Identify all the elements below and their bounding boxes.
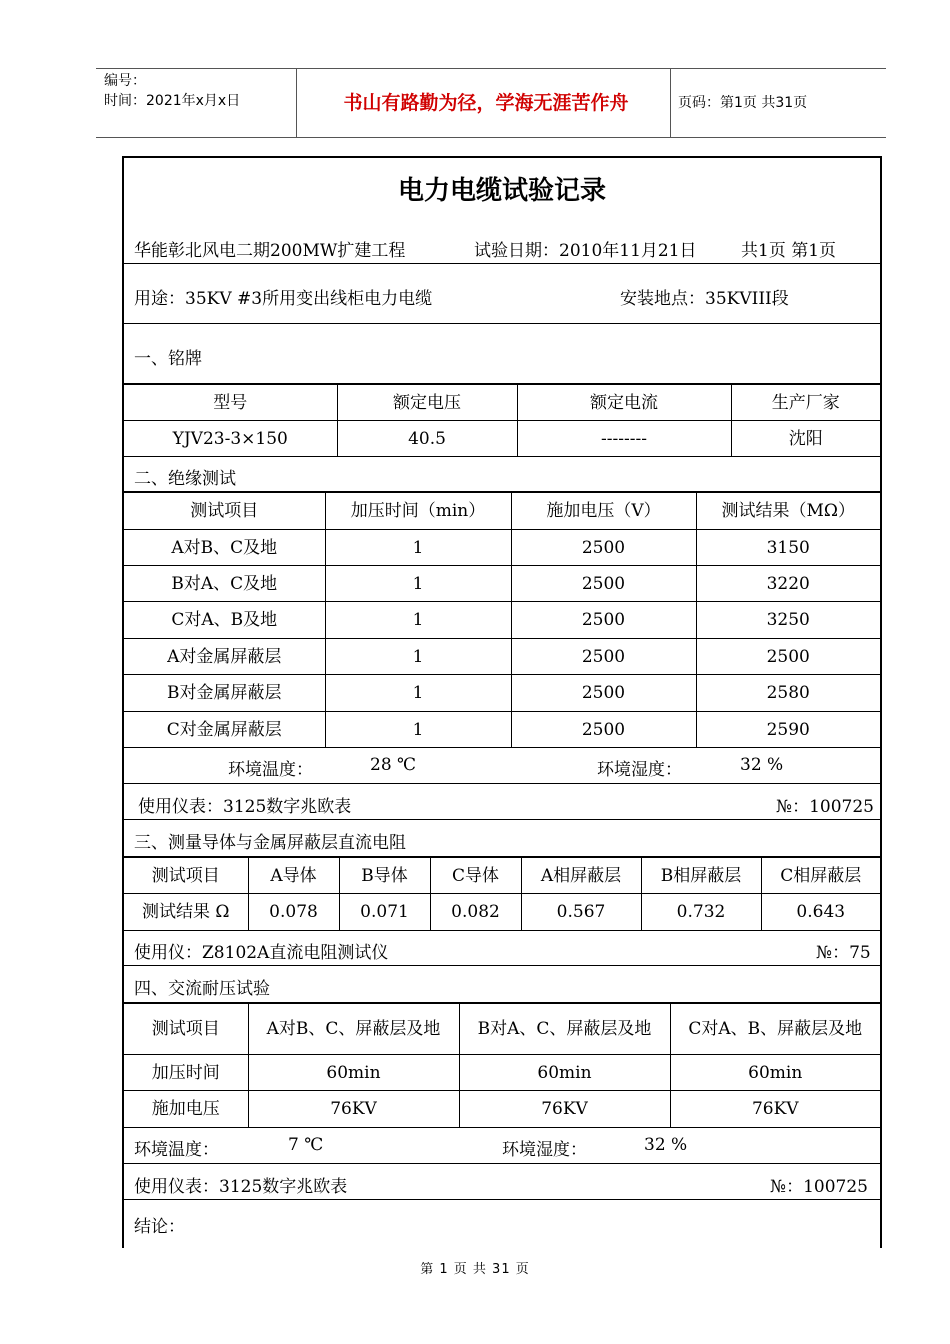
table-header: C对A、B、屏蔽层及地 (670, 1004, 880, 1055)
instrument-row (124, 930, 880, 966)
table-header: C相屏蔽层 (761, 858, 880, 894)
date-label: 时间：2021年x月x日 (104, 93, 241, 109)
table-cell: 加压时间 (124, 1055, 248, 1091)
conclusion-label: 结论： (134, 1217, 185, 1237)
temperature-value: 28 ℃ (370, 755, 417, 775)
environment-row (124, 1127, 880, 1164)
table-header: B导体 (339, 858, 430, 894)
table-cell: 1 (325, 712, 511, 748)
table-row (124, 675, 880, 712)
table-row (124, 602, 880, 639)
table-header: 加压时间（min） (325, 493, 511, 530)
usage-row (124, 264, 880, 324)
table-cell: 2500 (511, 639, 696, 675)
table-header: B相屏蔽层 (641, 858, 761, 894)
section-insulation-heading (124, 456, 880, 492)
table-cell: 施加电压 (124, 1091, 248, 1128)
table-row (124, 1091, 880, 1128)
instrument-number: №：100725 (776, 797, 874, 817)
environment-row (124, 747, 880, 784)
table-cell: 沈阳 (731, 421, 880, 457)
table-cell: 0.567 (521, 894, 641, 931)
table-cell: 1 (325, 566, 511, 602)
table-cell: C对金属屏蔽层 (124, 712, 325, 748)
table-cell: 2500 (511, 602, 696, 639)
humidity-label: 环境湿度： (502, 1140, 587, 1160)
table-header: 测试结果（MΩ） (696, 493, 880, 530)
section-heading: 三、测量导体与金属屏蔽层直流电阻 (134, 833, 406, 853)
table-header-row (124, 385, 880, 421)
instrument-row (124, 784, 880, 820)
table-cell: 2590 (696, 712, 880, 748)
table-header: A对B、C、屏蔽层及地 (248, 1004, 459, 1055)
temperature-label: 环境温度： (228, 760, 313, 780)
table-row (124, 421, 880, 457)
table-cell: 2500 (511, 712, 696, 748)
section-ac-withstand-heading (124, 966, 880, 1003)
table-cell: 0.082 (430, 894, 521, 931)
table-cell: YJV23-3×150 (124, 421, 337, 457)
table-row (124, 639, 880, 675)
table-header: 施加电压（V） (511, 493, 696, 530)
table-cell: 76KV (459, 1091, 670, 1128)
header-page-info: 页码：第1页 共31页 (678, 95, 808, 111)
motto: 书山有路勤为径，学海无涯苦作舟 (343, 92, 629, 114)
header-divider (296, 69, 297, 137)
section-dc-resistance-heading (124, 820, 880, 857)
install-location: 安装地点：35KVIII段 (620, 289, 789, 309)
table-header: 测试项目 (124, 493, 325, 530)
test-record-form (122, 156, 882, 1248)
project-name: 华能彰北风电二期200MW扩建工程 (134, 241, 406, 261)
title-block (124, 158, 880, 264)
section-heading: 一、铭牌 (134, 349, 202, 369)
table-cell: A对B、C及地 (124, 530, 325, 566)
table-cell: 1 (325, 675, 511, 712)
table-cell: B对A、C及地 (124, 566, 325, 602)
section-heading: 二、绝缘测试 (134, 469, 236, 489)
form-title: 电力电缆试验记录 (397, 176, 606, 206)
table-header: 测试项目 (124, 858, 248, 894)
table-cell: 2580 (696, 675, 880, 712)
instrument-name: 使用仪表：3125数字兆欧表 (138, 797, 352, 817)
table-cell: 2500 (511, 566, 696, 602)
nameplate-table (124, 384, 880, 457)
table-row (124, 566, 880, 602)
table-cell: 1 (325, 602, 511, 639)
table-cell: 测试结果 Ω (124, 894, 248, 931)
table-cell: 60min (670, 1055, 880, 1091)
table-cell: 76KV (248, 1091, 459, 1128)
table-header-row (124, 1004, 880, 1055)
table-cell: C对A、B及地 (124, 602, 325, 639)
table-row (124, 1055, 880, 1091)
page-footer: 第 1 页 共 31 页 (420, 1262, 530, 1277)
table-cell: 3250 (696, 602, 880, 639)
table-cell: 76KV (670, 1091, 880, 1128)
table-header: 型号 (124, 385, 337, 421)
instrument-number: №：75 (816, 943, 871, 963)
dc-resistance-table (124, 857, 880, 931)
page-header (96, 68, 886, 138)
table-row (124, 530, 880, 566)
instrument-name: 使用仪表：3125数字兆欧表 (134, 1177, 348, 1197)
table-cell: 40.5 (337, 421, 517, 457)
table-header: C导体 (430, 858, 521, 894)
table-cell: 0.732 (641, 894, 761, 931)
table-cell: 3220 (696, 566, 880, 602)
section-heading: 四、交流耐压试验 (134, 979, 270, 999)
instrument-row (124, 1164, 880, 1200)
table-header: A相屏蔽层 (521, 858, 641, 894)
table-cell: 2500 (511, 675, 696, 712)
table-cell: 60min (459, 1055, 670, 1091)
table-header: 测试项目 (124, 1004, 248, 1055)
table-cell: 3150 (696, 530, 880, 566)
table-header-row (124, 858, 880, 894)
table-header: A导体 (248, 858, 339, 894)
table-cell: B对金属屏蔽层 (124, 675, 325, 712)
table-cell: 2500 (696, 639, 880, 675)
table-header: 生产厂家 (731, 385, 880, 421)
instrument-name: 使用仪：Z8102A直流电阻测试仪 (134, 943, 389, 963)
humidity-value: 32 % (740, 755, 784, 775)
table-cell: 0.071 (339, 894, 430, 931)
table-cell: -------- (517, 421, 731, 457)
table-cell: 1 (325, 639, 511, 675)
code-label: 编号： (104, 73, 146, 89)
section-nameplate-heading (124, 324, 880, 384)
temperature-value: 7 ℃ (288, 1135, 324, 1155)
page-count: 共1页 第1页 (741, 241, 837, 261)
temperature-label: 环境温度： (134, 1140, 219, 1160)
table-cell: 60min (248, 1055, 459, 1091)
table-cell: 0.078 (248, 894, 339, 931)
table-row (124, 712, 880, 748)
table-header-row (124, 493, 880, 530)
table-header: 额定电流 (517, 385, 731, 421)
instrument-number: №：100725 (770, 1177, 868, 1197)
table-row (124, 894, 880, 931)
humidity-value: 32 % (644, 1135, 688, 1155)
header-meta (104, 71, 240, 111)
table-cell: 0.643 (761, 894, 880, 931)
humidity-label: 环境湿度： (597, 760, 682, 780)
table-cell: A对金属屏蔽层 (124, 639, 325, 675)
test-date: 试验日期：2010年11月21日 (474, 241, 697, 261)
ac-withstand-table (124, 1003, 880, 1128)
table-header: 额定电压 (337, 385, 517, 421)
table-header: B对A、C、屏蔽层及地 (459, 1004, 670, 1055)
table-cell: 2500 (511, 530, 696, 566)
insulation-table (124, 492, 880, 748)
header-divider (670, 69, 671, 137)
table-cell: 1 (325, 530, 511, 566)
usage: 用途：35KV #3所用变出线柜电力电缆 (134, 289, 433, 309)
